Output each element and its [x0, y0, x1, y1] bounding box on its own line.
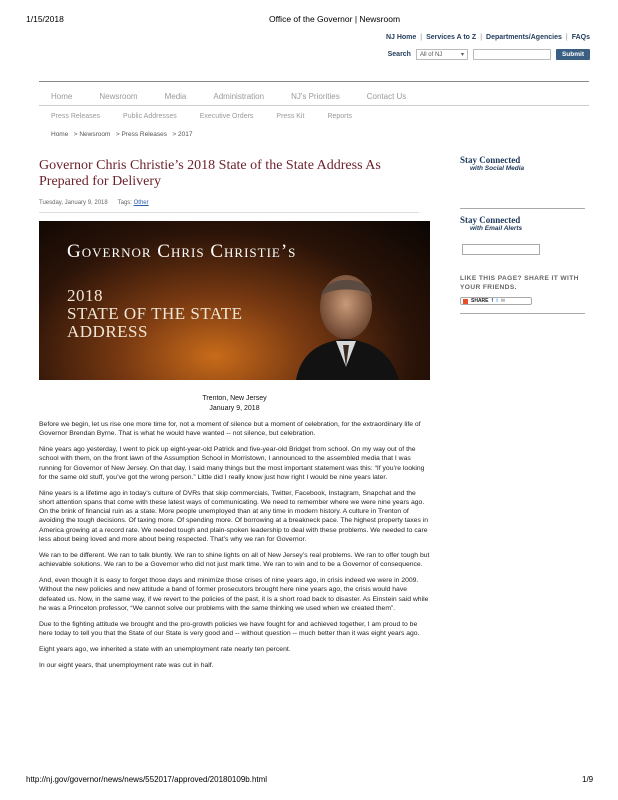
article-paragraph: Nine years ago yesterday, I went to pick up eight-year-old Patrick and five-year-old Bridget from school. On my way out of the school with them, on the front lawn of the Assumption School in Morristown, I announced to the assembled media that I was running for Governor of New Jersey. On that day, I said many things but the most important statement was this: “If you’re looking for the same old stuff, you’ve got the wrong person.” Little did I really know just how right I would be nine years later.	[39, 446, 425, 481]
search-label: Search	[387, 51, 411, 58]
article-paragraph: We ran to be different. We ran to talk bluntly. We ran to shine lights on all of New Jersey’s real problems. We ran to offer tough but achievable solutions. We ran to be a Governor who did not just mark time. We ran to win and to be a Governor of consequence.	[39, 551, 430, 569]
article-paragraph: And, even though it is easy to forget those days and minimize those crises of nine years ago, in crisis indeed we were in 2009. Without the new policies and new attitude a band of former prosecutors brought here nine years ago, the crisis would have defeated us. Now, in the same way, if we revert to the policies of the past, it is a short road back to disaster. As Einstein said while he was a Princeton professor, “We cannot solve our problems with the same thinking we used when we created them”.	[39, 577, 429, 612]
divider	[39, 212, 419, 213]
breadcrumb-press-releases[interactable]: > Press Releases	[115, 131, 167, 138]
article-paragraph: Due to the fighting attitude we brought and the pro-growth policies we have fought for and achieved together, I am proud to be here today to tell you that the State of our State is very good and -- without question -- much better than it was eight years ago.	[39, 620, 420, 637]
search-input[interactable]	[473, 49, 551, 60]
article-paragraph: Nine years is a lifetime ago in today’s culture of DVRs that skip commercials, Twitter, Facebook, Instagram, Snapchat and the short attention spans that come with these latest ways of communicating. We need to remember where we were nine years ago. On the brink of financial ruin as a state. More people unemployed than at any time in modern history. A culture in Trenton of avoiding the tough decisions. Of taxing more. Of spending more. Of borrowing at a breakneck pace. The highest property taxes in America growing at a record rate. We needed tough and plain-spoken leadership to deal with these problems. We needed to care less about being loved and more about being respected. That’s why we ran for Governor.	[39, 489, 429, 543]
sub-nav	[51, 113, 375, 120]
subnav-public-addresses[interactable]: Public Addresses	[123, 113, 177, 120]
email-heading: Stay Connected	[460, 215, 521, 225]
share-button[interactable]	[460, 297, 532, 305]
hero-image	[39, 221, 430, 380]
article-paragraph: Before we begin, let us rise one more time for, not a moment of silence but a moment of celebration, for the extraordinary life of Governor Brendan Byrne. That is what he would have wanted -- not silence, but celebration.	[39, 421, 421, 438]
print-date: 1/15/2018	[26, 14, 64, 24]
breadcrumb-year[interactable]: > 2017	[172, 131, 193, 138]
print-url: http://nj.gov/governor/news/news/552017/approved/20180109b.html	[26, 775, 268, 784]
breadcrumb-home[interactable]: Home	[51, 131, 69, 138]
article-meta	[39, 200, 149, 206]
hero-subheading	[67, 287, 297, 341]
dateline	[39, 394, 430, 414]
share-icon	[463, 299, 468, 304]
article-date: Tuesday, January 9, 2018	[39, 200, 108, 206]
nav-home[interactable]: Home	[51, 92, 73, 101]
divider	[39, 105, 589, 106]
search-scope-value: All of NJ	[419, 51, 443, 58]
hero-heading: Governor Chris Christie’s	[67, 241, 297, 262]
share-prompt: LIKE THIS PAGE? SHARE IT WITH YOUR FRIENDS.	[460, 275, 579, 291]
hero-year: 2018	[67, 286, 103, 305]
dateline-date: January 9, 2018	[209, 405, 260, 412]
share-label: SHARE	[471, 298, 489, 304]
breadcrumb	[51, 131, 192, 138]
utility-link-services[interactable]: Services A to Z	[426, 34, 477, 41]
subnav-executive-orders[interactable]: Executive Orders	[199, 113, 254, 120]
governor-portrait	[291, 267, 401, 380]
article-paragraph: In our eight years, that unemployment rate was cut in half.	[39, 662, 214, 670]
email-alert-input[interactable]	[462, 244, 540, 255]
breadcrumb-newsroom[interactable]: > Newsroom	[73, 131, 111, 138]
article-body	[39, 420, 430, 677]
search-scope-select[interactable]	[416, 49, 468, 60]
divider	[39, 81, 589, 82]
page-title: Governor Chris Christie’s 2018 State of the State Address As Prepared for Delivery	[39, 158, 381, 189]
tag-link[interactable]: Other	[133, 200, 149, 206]
utility-link-departments[interactable]: Departments/Agencies	[486, 34, 562, 41]
main-nav	[51, 92, 433, 101]
stay-connected-email[interactable]	[460, 215, 522, 232]
chevron-down-icon: ▾	[460, 52, 464, 58]
social-subheading: with Social Media	[470, 165, 525, 172]
divider	[460, 313, 585, 314]
nav-newsroom[interactable]: Newsroom	[99, 92, 138, 101]
email-subheading: with Email Alerts	[470, 225, 523, 232]
print-page-number: 1/9	[582, 775, 594, 784]
tags-label: Tags:	[117, 200, 132, 206]
subnav-press-releases[interactable]: Press Releases	[51, 113, 101, 120]
nav-contact[interactable]: Contact Us	[366, 92, 407, 101]
utility-nav: NJ Home | Services A to Z | Departments/Agencies | FAQs	[385, 34, 590, 41]
nav-administration[interactable]: Administration	[213, 92, 265, 101]
subnav-press-kit[interactable]: Press Kit	[276, 113, 305, 120]
print-title: Office of the Governor | Newsroom	[269, 14, 401, 24]
utility-link-faqs[interactable]: FAQs	[571, 34, 590, 41]
stay-connected-social[interactable]	[460, 155, 524, 172]
search-submit-button[interactable]: Submit	[556, 49, 590, 60]
email-icon: ✉	[500, 298, 506, 304]
nav-priorities[interactable]: NJ's Priorities	[291, 92, 340, 101]
dateline-place: Trenton, New Jersey	[202, 395, 267, 402]
social-heading: Stay Connected	[460, 155, 521, 165]
twitter-icon: t	[496, 298, 498, 304]
facebook-icon: f	[491, 298, 494, 304]
utility-link-nj-home[interactable]: NJ Home	[385, 34, 417, 41]
hero-line-state: STATE OF THE STATE	[67, 304, 243, 323]
article-paragraph: Eight years ago, we inherited a state with an unemployment rate nearly ten percent.	[39, 646, 291, 654]
nav-media[interactable]: Media	[164, 92, 187, 101]
hero-line-address: ADDRESS	[67, 322, 148, 341]
divider	[460, 208, 585, 209]
subnav-reports[interactable]: Reports	[327, 113, 352, 120]
search-bar	[388, 49, 590, 60]
